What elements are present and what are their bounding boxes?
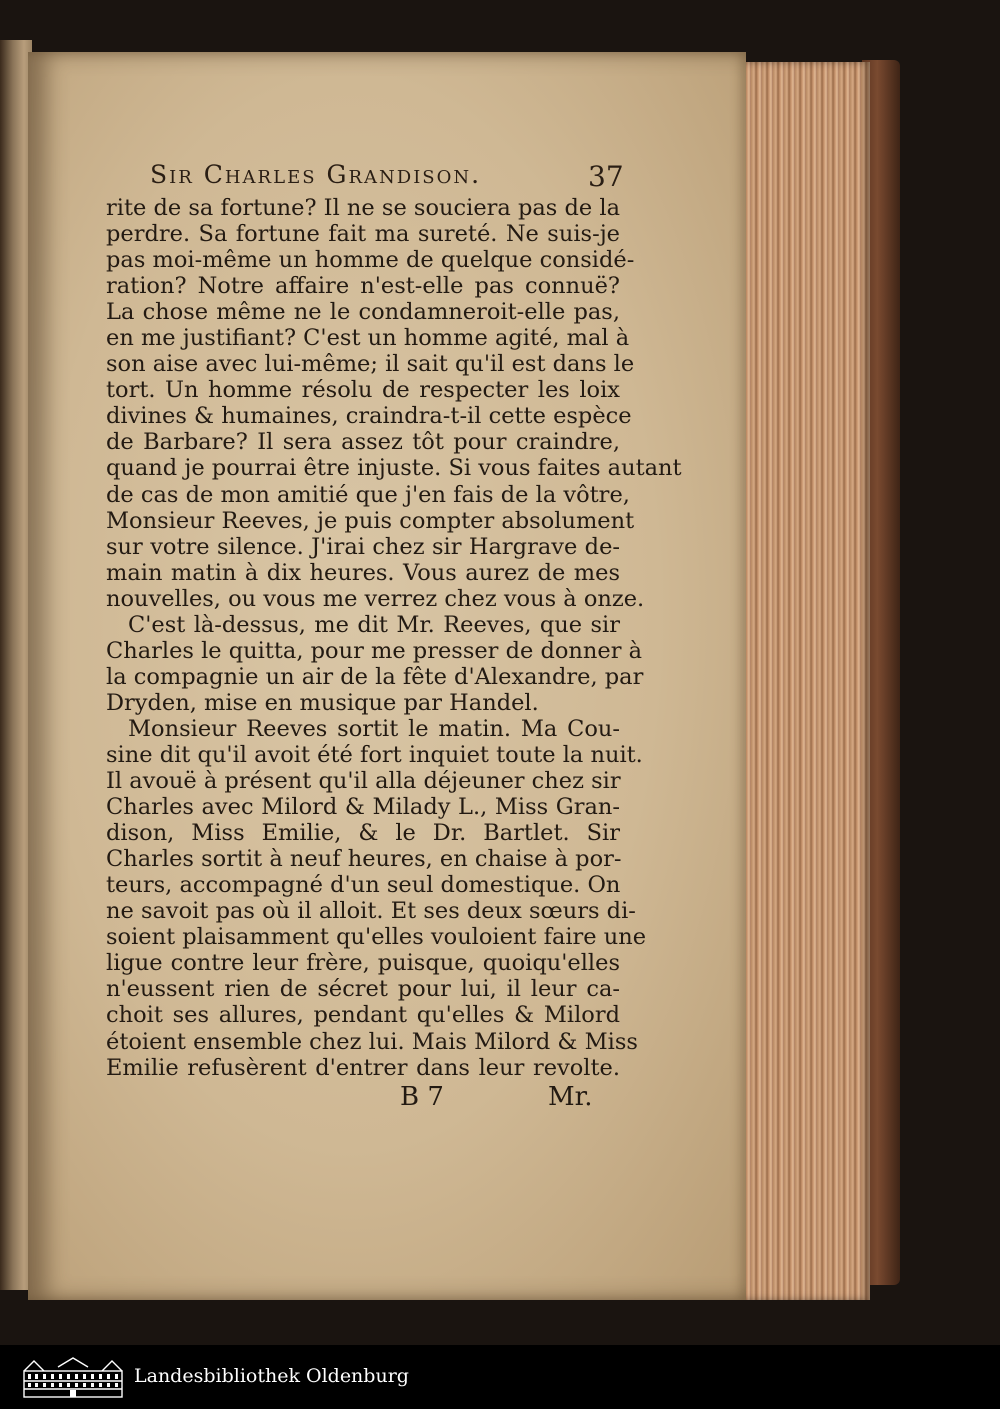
text-line: Dryden, mise en musique par Handel. xyxy=(106,689,539,716)
text-line: ration? Notre affaire n'est-elle pas connuë? xyxy=(106,273,620,300)
text-line: ligue contre leur frère, puisque, quoiqu'elles xyxy=(106,950,620,977)
running-head: Sir Charles Grandison. xyxy=(150,160,482,189)
text-line: Charles avec Milord & Milady L., Miss Gran- xyxy=(106,794,620,821)
text-line: Monsieur Reeves sortit le matin. Ma Cou- xyxy=(128,715,620,742)
text-line: n'eussent rien de sécret pour lui, il leur ca- xyxy=(106,976,620,1003)
library-footer xyxy=(0,1345,1000,1409)
text-line: main matin à dix heures. Vous aurez de mes xyxy=(106,559,620,586)
page-block-edge xyxy=(740,62,870,1300)
text-line: Monsieur Reeves, je puis compter absolument xyxy=(106,507,635,534)
text-line: C'est là-dessus, me dit Mr. Reeves, que sir xyxy=(128,611,620,638)
page-text xyxy=(106,195,682,1081)
text-line: La chose même ne le condamneroit-elle pas, xyxy=(106,299,620,326)
text-line: pas moi-même un homme de quelque considé- xyxy=(106,247,635,274)
text-line: perdre. Sa fortune fait ma sureté. Ne suis-je xyxy=(106,221,620,248)
text-line: ne savoit pas où il alloit. Et ses deux sœurs di- xyxy=(106,898,636,925)
text-line: choit ses allures, pendant qu'elles & Milord xyxy=(106,1002,620,1029)
text-line: Charles le quitta, pour me presser de donner à xyxy=(106,637,643,664)
text-line: de cas de mon amitié que j'en fais de la vôtre, xyxy=(106,481,630,508)
text-line: Il avouë à présent qu'il alla déjeuner chez sir xyxy=(106,768,621,795)
text-line: Charles sortit à neuf heures, en chaise à por- xyxy=(106,846,622,873)
text-line: tort. Un homme résolu de respecter les loix xyxy=(106,377,620,404)
text-line: la compagnie un air de la fête d'Alexandre, par xyxy=(106,663,644,690)
library-building-icon xyxy=(22,1355,124,1399)
text-line: de Barbare? Il sera assez tôt pour craindre, xyxy=(106,429,620,456)
text-line: quand je pourrai être injuste. Si vous faites autant xyxy=(106,455,682,482)
text-line: étoient ensemble chez lui. Mais Milord & Miss xyxy=(106,1028,638,1055)
signature-mark: B 7 xyxy=(400,1082,444,1112)
text-line: divines & humaines, craindra-t-il cette espèce xyxy=(106,403,632,430)
catchword: Mr. xyxy=(548,1082,593,1112)
text-line: dison, Miss Emilie, & le Dr. Bartlet. Sir xyxy=(106,820,620,847)
text-line: soient plaisamment qu'elles vouloient faire une xyxy=(106,924,647,951)
text-line: son aise avec lui-même; il sait qu'il est dans le xyxy=(106,351,635,378)
text-line: sine dit qu'il avoit été fort inquiet toute la nuit. xyxy=(106,741,643,768)
text-line: en me justifiant? C'est un homme agité, mal à xyxy=(106,325,630,352)
text-line: Emilie refusèrent d'entrer dans leur revolte. xyxy=(106,1054,620,1081)
text-line: sur votre silence. J'irai chez sir Hargrave de- xyxy=(106,533,620,560)
text-line: rite de sa fortune? Il ne se souciera pas de la xyxy=(106,195,620,221)
page-number: 37 xyxy=(588,160,624,193)
text-line: nouvelles, ou vous me verrez chez vous à onze. xyxy=(106,585,645,612)
library-name: Landesbibliothek Oldenburg xyxy=(134,1365,409,1387)
text-line: teurs, accompagné d'un seul domestique. On xyxy=(106,872,621,899)
